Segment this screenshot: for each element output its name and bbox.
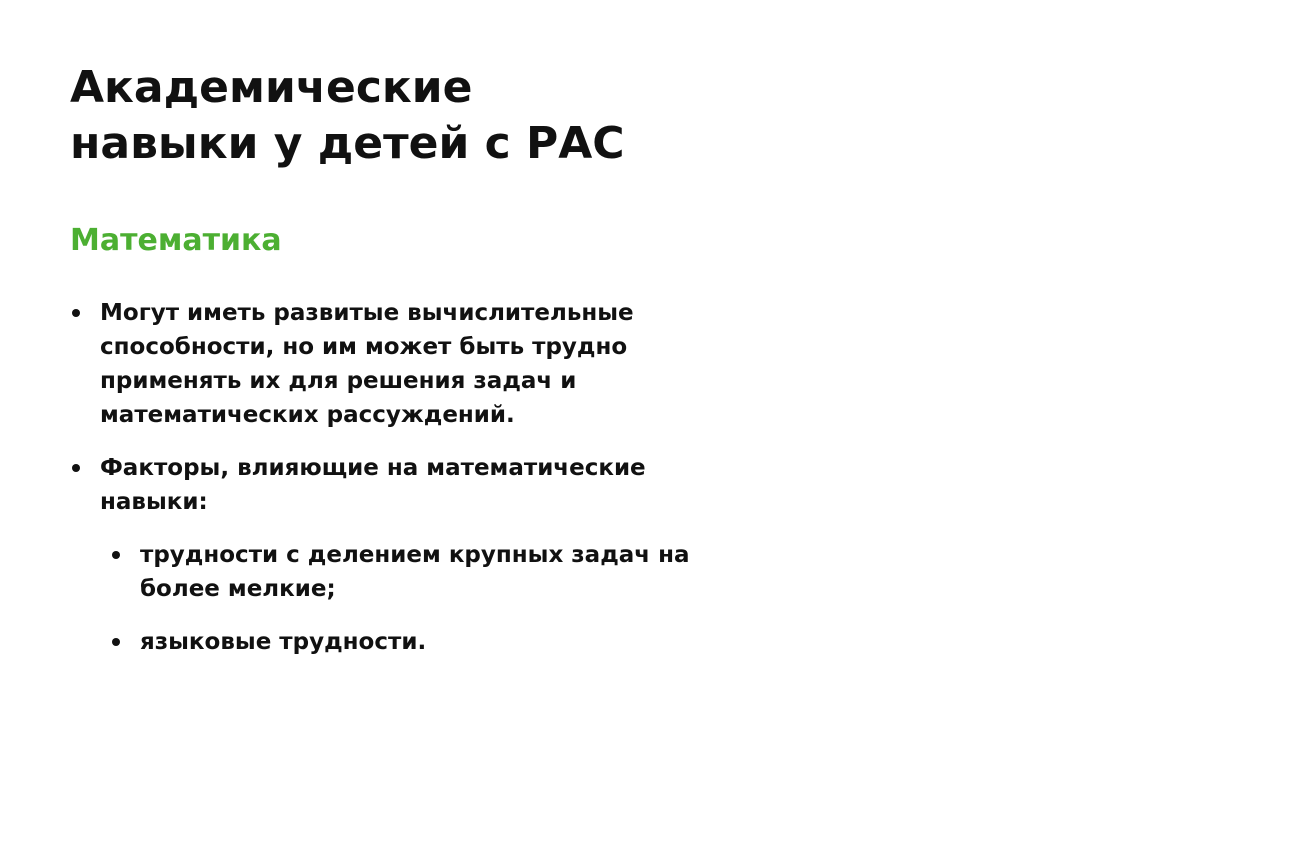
bullet-icon	[112, 638, 120, 646]
slide-title-line-1: Академические	[70, 62, 473, 113]
section-subtitle: Математика	[70, 223, 282, 258]
bullet-list	[70, 296, 690, 678]
list-item	[70, 296, 690, 432]
bullet-icon	[112, 551, 120, 559]
slide-title-line-2: навыки у детей с РАС	[70, 118, 625, 169]
sub-list-item	[100, 538, 690, 606]
sub-list-item-text: языковые трудности.	[140, 629, 427, 655]
list-item-text: Факторы, влияющие на математические навыки:	[100, 455, 646, 515]
sub-bullet-list	[100, 538, 690, 659]
bullet-icon	[72, 464, 80, 472]
list-item	[70, 451, 690, 659]
list-item-text: Могут иметь развитые вычислительные способности, но им может быть трудно применять их для решения задач и математических рассуждений.	[100, 300, 634, 428]
slide-title	[70, 60, 625, 172]
sub-list-item	[100, 625, 690, 659]
bullet-icon	[72, 309, 80, 317]
sub-list-item-text: трудности с делением крупных задач на более мелкие;	[140, 542, 690, 602]
